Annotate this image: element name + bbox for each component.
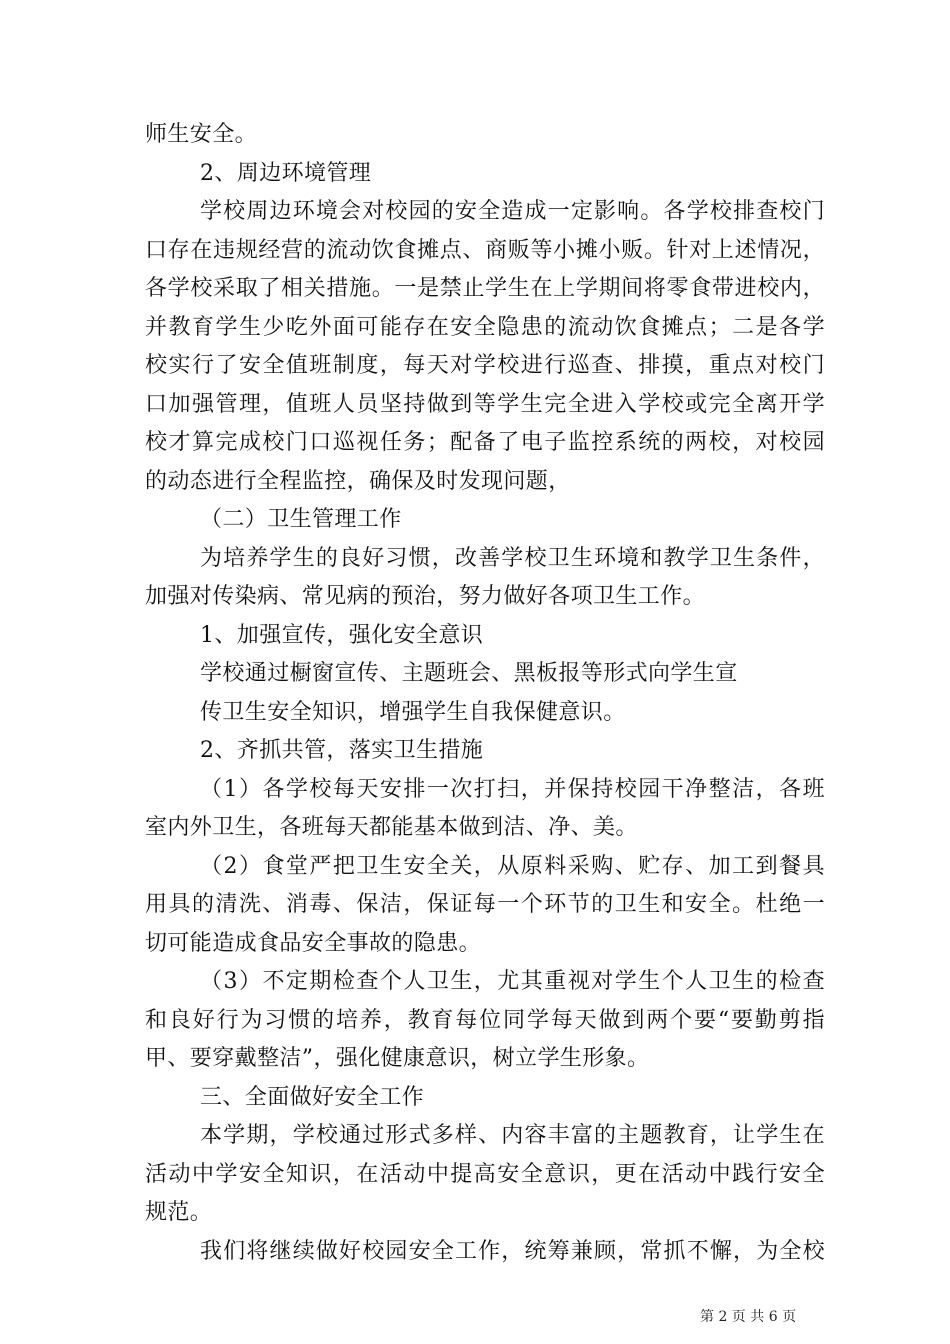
text-line: 用具的清洗、消毒、保洁，保证每一个环节的卫生和安全。杜绝一 [145,892,825,917]
text-line: 各学校采取了相关措施。一是禁止学生在上学期间将零食带进校内， [145,276,825,301]
section-heading: 2、周边环境管理 [200,161,372,186]
text-line: 传卫生安全知识，增强学生自我保健意识。 [200,700,626,725]
text-line: 口存在违规经营的流动饮食摊点、商贩等小摊小贩。针对上述情况， [145,238,825,263]
text-line: 切可能造成食品安全事故的隐患。 [145,931,482,956]
section-heading: （二）卫生管理工作 [200,507,402,532]
text-line: 规范。 [145,1200,213,1225]
text-line: 加强对传染病、常见病的预治，努力做好各项卫生工作。 [145,584,706,609]
text-line: （2）食堂严把卫生安全关，从原料采购、贮存、加工到餐具 [200,854,825,879]
text-line: 师生安全。 [145,122,258,147]
text-line: 活动中学安全知识，在活动中提高安全意识，更在活动中践行安全 [145,1162,825,1187]
section-heading: 2、齐抓共管，落实卫生措施 [200,738,484,763]
text-line: 校实行了安全值班制度，每天对学校进行巡查、排摸，重点对校门 [145,353,825,378]
text-line: 并教育学生少吃外面可能存在安全隐患的流动饮食摊点；二是各学 [145,315,825,340]
text-line: 室内外卫生，各班每天都能基本做到洁、净、美。 [145,815,638,840]
text-line: 学校周边环境会对校园的安全造成一定影响。各学校排查校门 [200,199,825,224]
text-line: 甲、要穿戴整洁”，强化健康意识，树立学生形象。 [145,1046,650,1071]
text-line: 和良好行为习惯的培养，教育每位同学每天做到两个要“要勤剪指 [145,1008,825,1033]
text-line: （3）不定期检查个人卫生，尤其重视对学生个人卫生的检查 [200,969,825,994]
section-heading: 1、加强宣传，强化安全意识 [200,623,484,648]
text-line: 我们将继续做好校园安全工作，统筹兼顾，常抓不懈，为全校 [200,1239,825,1264]
text-line: （1）各学校每天安排一次打扫，并保持校园干净整洁，各班 [200,777,825,802]
text-line: 的动态进行全程监控，确保及时发现问题， [145,469,571,494]
text-line: 口加强管理，值班人员坚持做到等学生完全进入学校或完全离开学 [145,392,825,417]
text-line: 校才算完成校门口巡视任务；配备了电子监控系统的两校，对校园 [145,430,825,455]
text-line: 为培养学生的良好习惯，改善学校卫生环境和教学卫生条件， [200,546,825,571]
text-line: 学校通过橱窗宣传、主题班会、黑板报等形式向学生宣 [200,661,738,686]
text-line: 本学期，学校通过形式多样、内容丰富的主题教育，让学生在 [200,1123,825,1148]
page-number: 第 2 页 共 6 页 [700,1309,797,1325]
section-heading: 三、全面做好安全工作 [200,1085,425,1110]
